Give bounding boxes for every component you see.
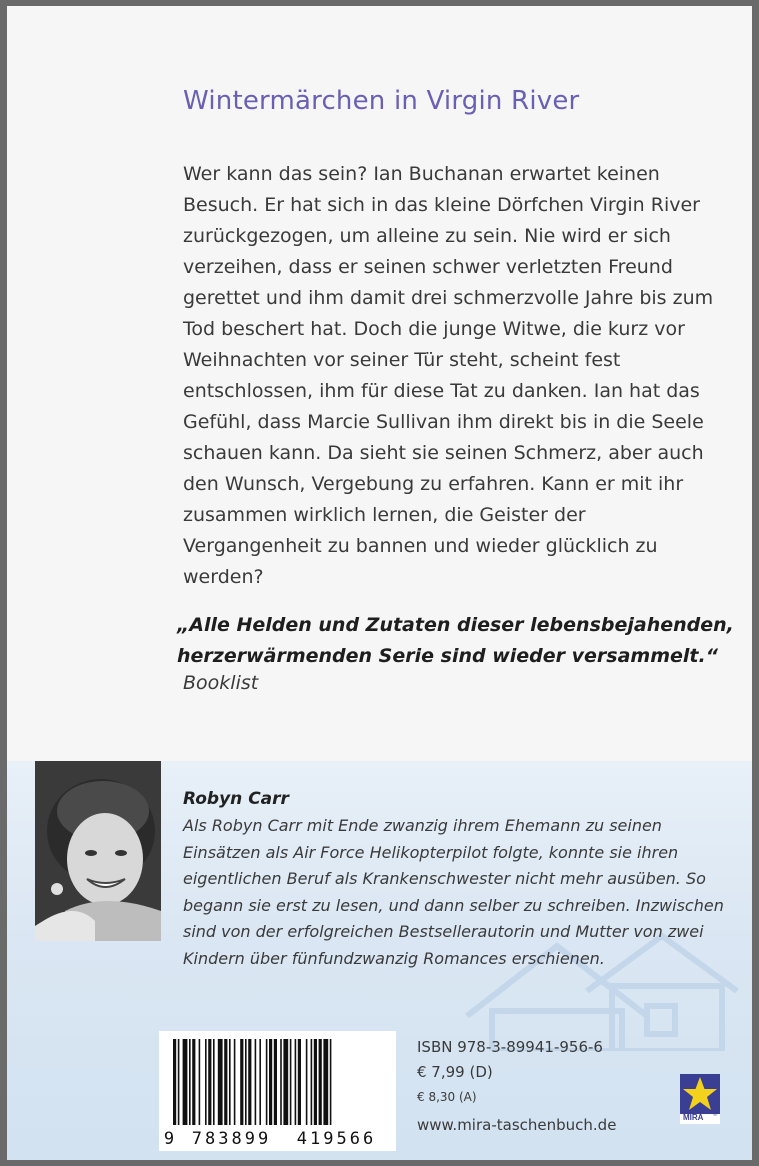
barcode-bar: [311, 1039, 313, 1125]
book-back-cover: [7, 6, 752, 1160]
blurb-text: Wer kann das sein? Ian Buchanan erwartet keinen Besuch. Er hat sich in das kleine Dörfchen Virgin River zurückgezogen, um alleine zu sein. Nie wird er sich verzeihen, dass er seinen schwer verletzten Freund gerettet und ihm damit drei schmerzvolle Jahre bis zum Tod beschert hat. Doch die junge Witwe, die kurz vor Weihnachten vor seiner Tür steht, scheint fest entschlossen, ihm für diese Tat zu danken. Ian hat das Gefühl, dass Marcie Sullivan ihm direkt bis in die Seele schauen kann. Da sieht sie seinen Schmerz, aber auch den Wunsch, Vergebung zu erfahren. Kann er mit ihr zusammen wirklich lernen, die Geister der Vergangenheit zu bannen und wieder glücklich zu werden?: [183, 163, 714, 588]
barcode-bar: [218, 1039, 223, 1125]
barcode-bar: [234, 1039, 236, 1125]
publisher-website: www.mira-taschenbuch.de: [417, 1116, 617, 1134]
barcode-bar: [283, 1039, 288, 1125]
barcode-bar: [208, 1039, 211, 1125]
barcode-bar: [199, 1039, 201, 1125]
mira-logo: [680, 1074, 720, 1124]
price-germany: € 7,99 (D): [417, 1063, 493, 1081]
barcode-bar: [306, 1039, 308, 1125]
barcode-bar: [266, 1039, 268, 1125]
barcode-bar: [269, 1039, 272, 1125]
barcode-bar: [224, 1039, 227, 1125]
price-austria: € 8,30 (A): [417, 1090, 477, 1104]
mira-logo-text: MIRA: [683, 1113, 704, 1122]
barcode-bar: [205, 1039, 207, 1125]
barcode-bar: [255, 1039, 257, 1125]
barcode-bar: [274, 1039, 277, 1125]
barcode-bar: [290, 1039, 292, 1125]
barcode-digits-right: 419566: [296, 1129, 377, 1149]
mira-logo-mark: ®: [713, 1112, 718, 1118]
barcode-bar: [259, 1039, 261, 1125]
barcode-digit-lead: 9: [163, 1129, 175, 1149]
barcode-bar: [314, 1039, 317, 1125]
barcode-bar: [295, 1039, 297, 1125]
barcode-bar: [183, 1039, 188, 1125]
author-bio: Als Robyn Carr mit Ende zwanzig ihrem Ehemann zu seinen Einsätzen als Air Force Helikopterpilot folgte, konnte sie ihren eigentlichen Beruf als Krankenschwester nicht mehr ausüben. So begann sie erst zu lesen, und dann selber zu schreiben. Inzwischen sind von der erfolgreichen Bestsellerautorin und Mutter von zwei Kindern über fünfundzwanzig Romances erschienen.: [183, 816, 724, 968]
barcode-bar: [189, 1039, 191, 1125]
barcode-bar: [319, 1039, 322, 1125]
barcode-bar: [280, 1039, 282, 1125]
review-quote: „Alle Helden und Zutaten dieser lebensbejahenden, herzerwärmenden Serie sind wieder versammelt.“: [177, 614, 734, 667]
barcode-digits-left: 783899: [191, 1129, 272, 1149]
barcode-bar: [192, 1039, 195, 1125]
barcode-bar: [240, 1039, 243, 1125]
barcode: [159, 1031, 396, 1151]
book-title: Wintermärchen in Virgin River: [183, 86, 580, 116]
barcode-bar: [330, 1039, 332, 1125]
review-source: Booklist: [183, 672, 259, 694]
barcode-bar: [213, 1039, 215, 1125]
barcode-bars: [159, 1031, 396, 1129]
barcode-bar: [248, 1039, 251, 1125]
barcode-bar: [229, 1039, 231, 1125]
barcode-bar: [178, 1039, 180, 1125]
author-name: Robyn Carr: [183, 789, 289, 809]
barcode-digits: [159, 1129, 396, 1149]
author-photo: [35, 761, 161, 941]
barcode-bar: [173, 1039, 176, 1125]
barcode-bar: [298, 1039, 301, 1125]
barcode-bar: [323, 1039, 328, 1125]
isbn-number: ISBN 978-3-89941-956-6: [417, 1038, 603, 1056]
barcode-bar: [245, 1039, 247, 1125]
